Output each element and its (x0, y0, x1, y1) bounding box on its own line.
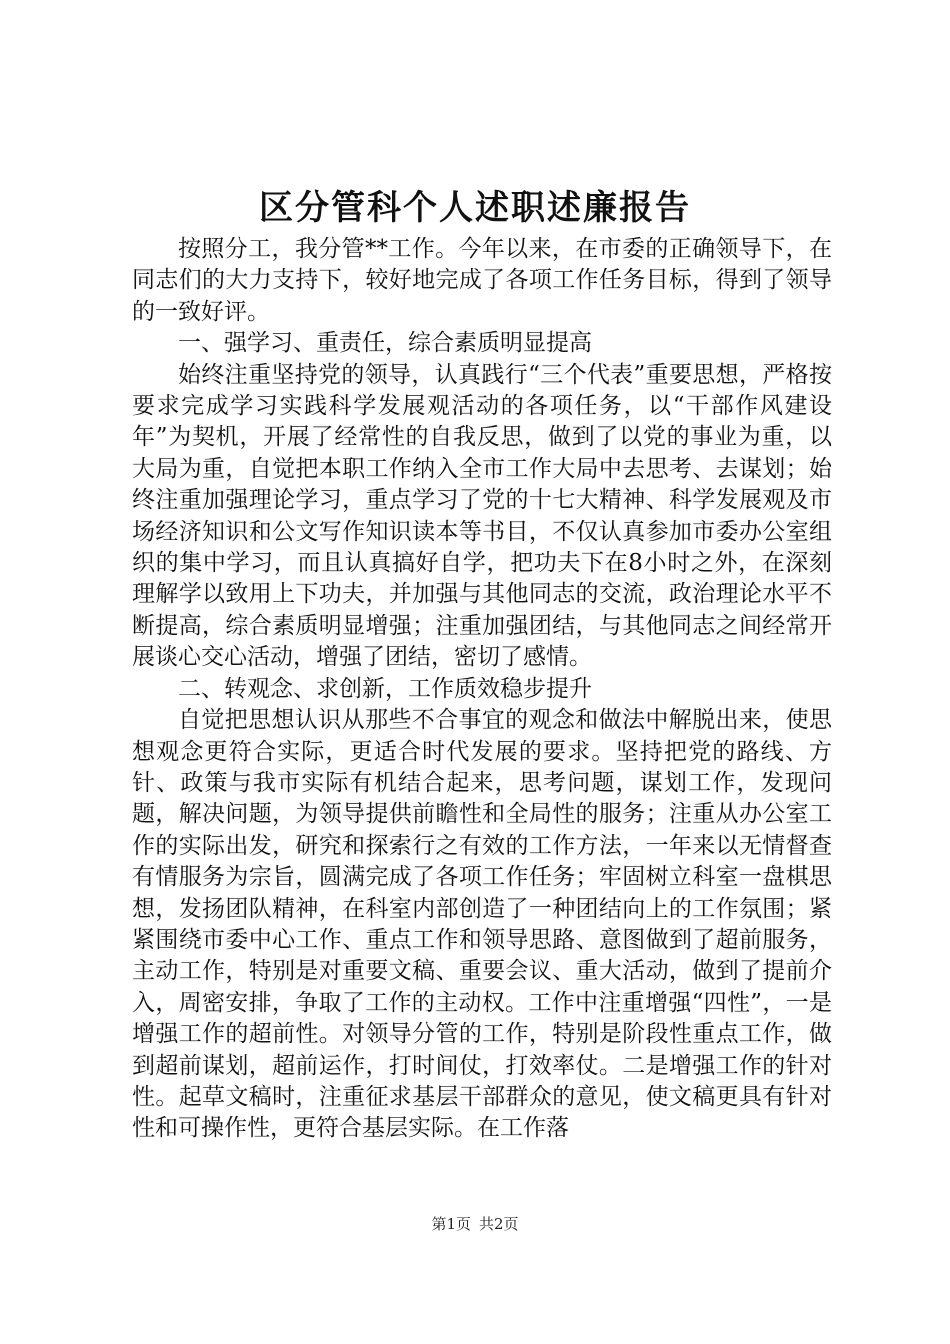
paragraph-intro: 按照分工，我分管**工作。今年以来，在市委的正确领导下，在同志们的大力支持下，较好地完成了各项工作任务目标，得到了领导的一致好评。 (132, 236, 832, 325)
document-title: 区分管科个人述职述廉报告 (259, 188, 691, 228)
paragraph-section-1: 始终注重坚持党的领导，认真践行“三个代表”重要思想，严格按要求完成学习实践科学发展观活动的各项任务，以“干部作风建设年”为契机，开展了经常性的自我反思，做到了以党的事业为重，以大局为重，自觉把本职工作纳入全市工作大局中去思考、去谋划；始终注重加强理论学习，重点学习了党的十七大精神、科学发展观及市场经济知识和公文写作知识读本等书目，不仅认真参加市委办公室组织的集中学习，而且认真搞好自学，把功夫下在8小时之外，在深刻理解学以致用上下功夫，并加强与其他同志的交流，政治理论水平不断提高，综合素质明显增强；注重加强团结，与其他同志之间经常开展谈心交心活动，增强了团结，密切了感情。 (132, 361, 832, 671)
page-number: 第1页 (431, 1215, 471, 1233)
section-heading-2: 二、转观念、求创新，工作质效稳步提升 (178, 675, 592, 702)
paragraph-section-2: 自觉把思想认识从那些不合事宜的观念和做法中解脱出来，使思想观念更符合实际，更适合时代发展的要求。坚持把党的路线、方针、政策与我市实际有机结合起来，思考问题，谋划工作，发现问题，解决问题，为领导提供前瞻性和全局性的服务；注重从办公室工作的实际出发，研究和探索行之有效的工作方法，一年来以无情督查有情服务为宗旨，圆满完成了各项工作任务；牢固树立科室一盘棋思想，发扬团队精神，在科室内部创造了一种团结向上的工作氛围；紧紧围绕市委中心工作、重点工作和领导思路、意图做到了超前服务，主动工作，特别是对重要文稿、重要会议、重大活动，做到了提前介入，周密安排，争取了工作的主动权。工作中注重增强“四性”，一是增强工作的超前性。对领导分管的工作，特别是阶段性重点工作，做到超前谋划，超前运作，打时间仗，打效率仗。二是增强工作的针对性。起草文稿时，注重征求基层干部群众的意见，使文稿更具有针对性和可操作性，更符合基层实际。在工作落 (132, 707, 832, 1142)
document-body (132, 234, 832, 1145)
page-footer (0, 1214, 950, 1234)
page-total: 共2页 (479, 1215, 519, 1233)
section-heading-1: 一、强学习、重责任，综合素质明显提高 (178, 330, 592, 357)
